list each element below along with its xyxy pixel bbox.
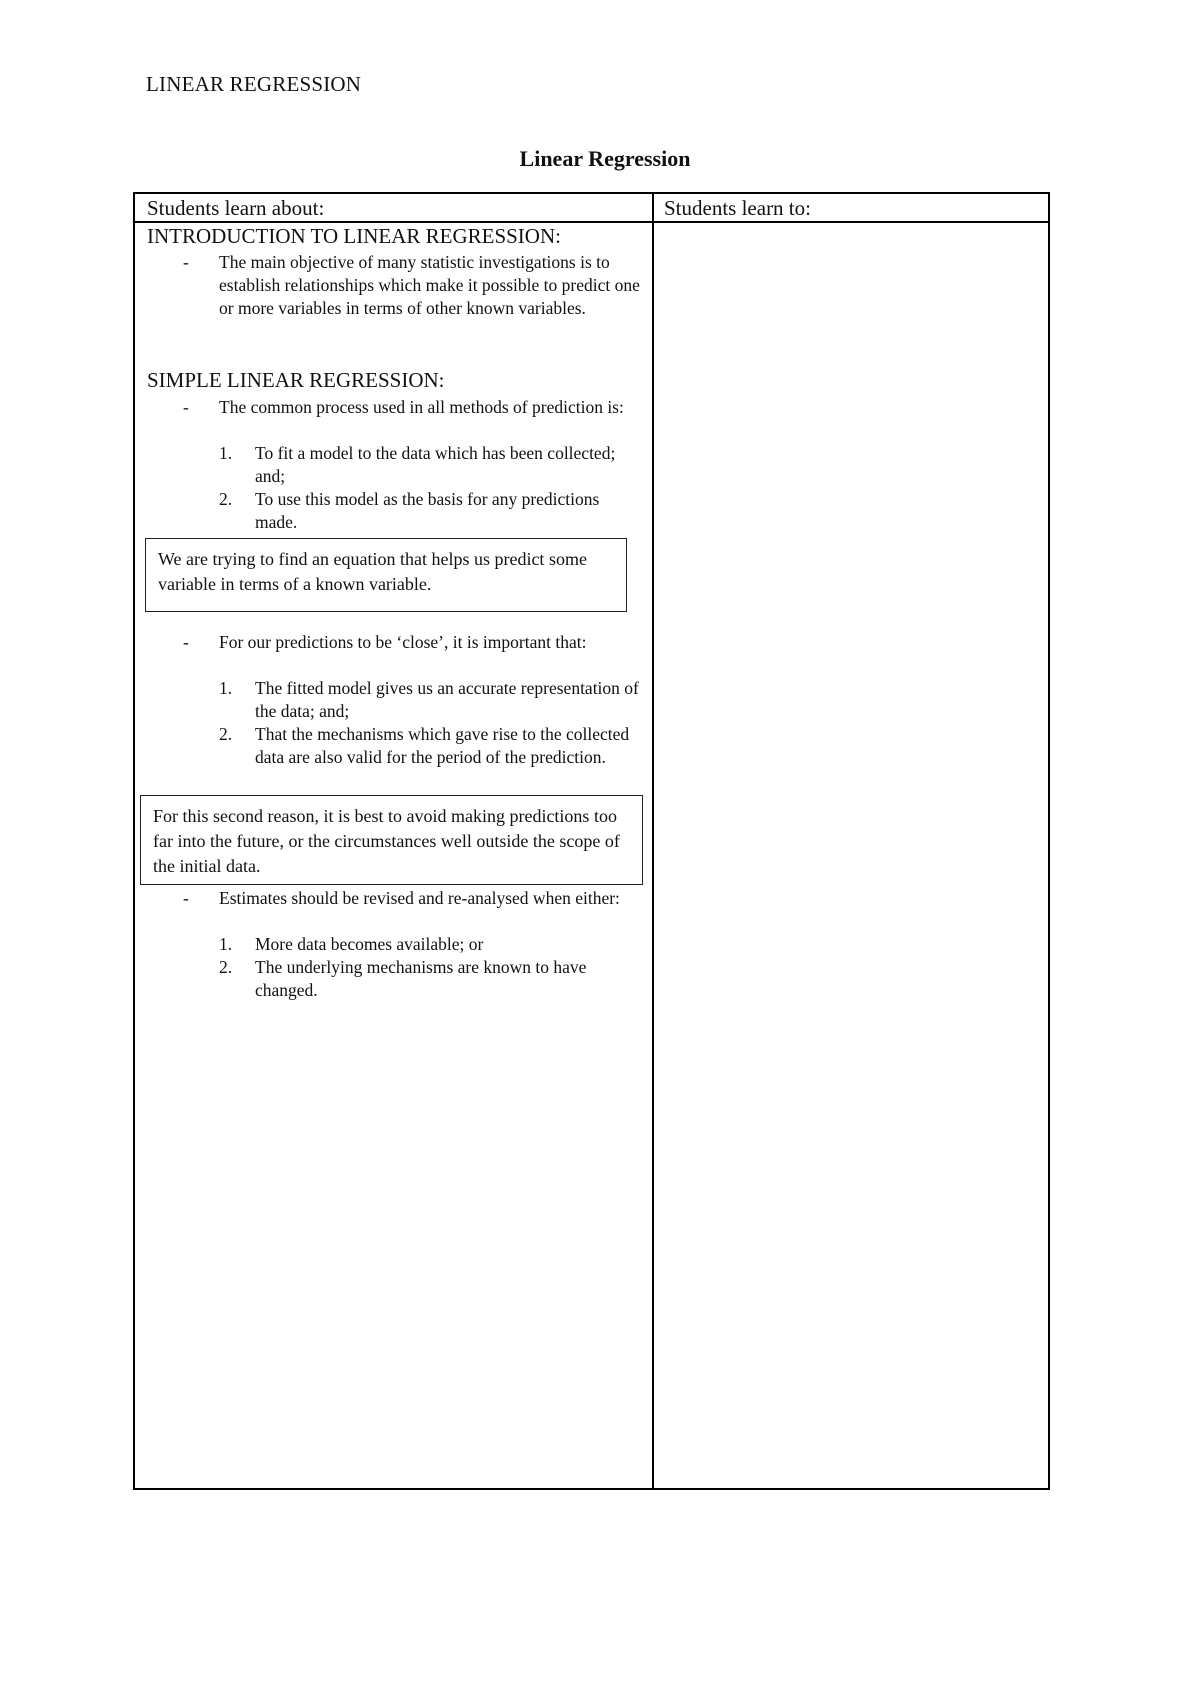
bullet-dash: - (183, 632, 189, 652)
item-number: 1. (219, 934, 233, 954)
bullet-dash: - (183, 252, 189, 272)
bullet-text: The main objective of many statistic investigations is to establish relationships which make it possible to predict one or more variables in terms of other known variables. (219, 252, 640, 318)
item-number: 1. (219, 678, 233, 698)
simple-bullet-3 (183, 887, 645, 933)
column-header-learn-about: Students learn about: (147, 196, 325, 220)
item-text: To fit a model to the data which has been collected; and; (255, 443, 616, 486)
bullet-text: The common process used in all methods of prediction is: (219, 397, 624, 417)
column-header-learn-to: Students learn to: (664, 196, 811, 220)
numbered-item (219, 723, 645, 792)
item-number: 2. (219, 957, 233, 977)
item-number: 2. (219, 489, 233, 509)
learn-to-cell (654, 223, 1048, 1488)
intro-bullet (183, 251, 645, 343)
callout-box-equation: We are trying to find an equation that helps us predict some variable in terms of a known variable. (145, 538, 627, 612)
simple-bullet-2 (183, 631, 645, 677)
document-title: Linear Regression (519, 146, 691, 171)
bullet-text: Estimates should be revised and re-analysed when either: (219, 888, 620, 908)
item-number: 2. (219, 724, 233, 744)
item-text: The fitted model gives us an accurate representation of the data; and; (255, 678, 639, 721)
syllabus-table (133, 192, 1050, 1490)
item-number: 1. (219, 443, 233, 463)
numbered-item (219, 933, 645, 956)
item-text: To use this model as the basis for any predictions made. (255, 489, 600, 532)
learn-about-cell (135, 194, 652, 1488)
bullet-text: For our predictions to be ‘close’, it is important that: (219, 632, 587, 652)
section-heading-intro: INTRODUCTION TO LINEAR REGRESSION: (147, 224, 561, 248)
numbered-item (219, 677, 645, 723)
callout-box-second-reason: For this second reason, it is best to avoid making predictions too far into the future, or the circumstances well outside the scope of the initial data. (140, 795, 643, 885)
numbered-item (219, 442, 645, 488)
simple-bullet-1 (183, 396, 645, 442)
bullet-dash: - (183, 397, 189, 417)
running-header: LINEAR REGRESSION (146, 72, 362, 96)
item-text: More data becomes available; or (255, 934, 484, 954)
section-heading-simple: SIMPLE LINEAR REGRESSION: (147, 368, 445, 392)
numbered-item (219, 956, 645, 1002)
item-text: That the mechanisms which gave rise to the collected data are also valid for the period of the prediction. (255, 724, 630, 767)
bullet-dash: - (183, 888, 189, 908)
numbered-item (219, 488, 645, 534)
item-text: The underlying mechanisms are known to have changed. (255, 957, 587, 1000)
